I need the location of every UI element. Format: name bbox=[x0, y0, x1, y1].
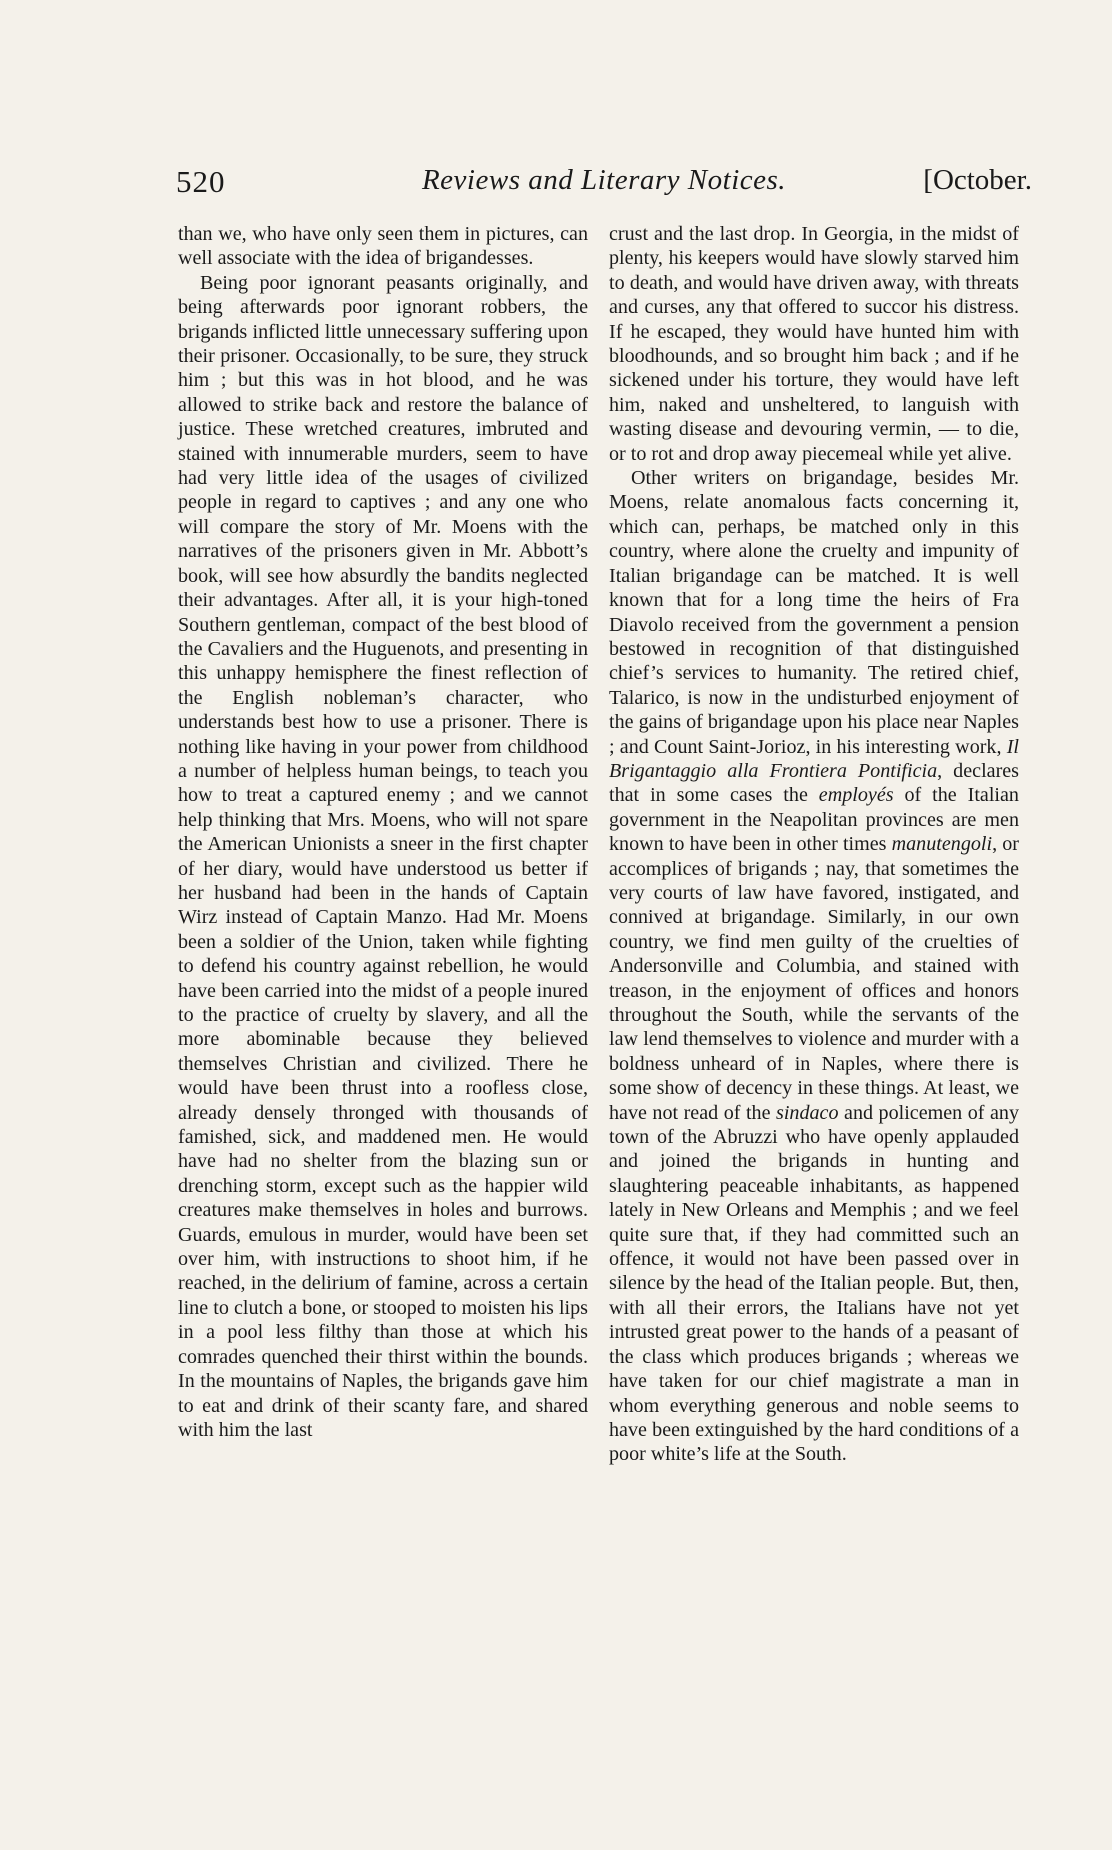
text-run: Other writers on brigandage, besides Mr. Moens, relate anomalous facts concerning it, which can, perhaps, be matched only in this country, where alone the cruelty and impunity of Italian brigandage can be matched. It is well known that for a long time the heirs of Fra Diavolo received from the government a pension bestowed in recognition of that distinguished chief’s services to humanity. The retired chief, Talarico, is now in the undisturbed enjoyment of the gains of brigandage upon his place near Naples ; and Count Saint-Jorioz, in his interesting work, bbox=[609, 467, 1019, 758]
text-run: of the Italian government in the Neapolitan provinces are men known to have been in other times bbox=[609, 784, 1019, 856]
journal-title: Reviews and Literary Notices. bbox=[421, 164, 787, 196]
italic-work-title: Il Brigantaggio alla Frontiera Pontificia bbox=[609, 735, 1019, 782]
page-number: 520 bbox=[176, 164, 226, 199]
running-head bbox=[176, 164, 1032, 204]
right-column bbox=[609, 222, 1019, 1467]
italic-term: employés bbox=[818, 784, 894, 807]
issue-month: [October. bbox=[923, 164, 1032, 196]
paragraph: crust and the last drop. In Georgia, in the midst of plenty, his keepers would have slowly starved him to death, and would have driven away, with threats and curses, any that offered to succor his distress. If he escaped, they would have hunted him with bloodhounds, and so brought him back ; and if he sickened under his torture, they would have left him, naked and unsheltered, to languish with wasting disease and devouring vermin, — to die, or to rot and drop away piecemeal while yet alive. bbox=[609, 223, 1019, 465]
text-run: , or accomplices of brigands ; nay, that sometimes the very courts of law have favored, instigated, and connived at brigandage. Similarly, in our own country, we find men guilty of the cruelties of Andersonville and Columbia, and stained with treason, in the enjoyment of offices and honors throughout the South, while the servants of the law lend themselves to violence and murder with a boldness unheard of in Naples, where there is some show of decency in these things. At least, we have not read of the bbox=[609, 833, 1019, 1124]
left-column bbox=[178, 222, 588, 1442]
italic-term: manutengoli bbox=[891, 833, 993, 856]
paragraph: than we, who have only seen them in pictures, can well associate with the idea of brigandesses. bbox=[178, 223, 588, 270]
italic-term: sindaco bbox=[776, 1101, 839, 1124]
paragraph: Being poor ignorant peasants originally, and being afterwards poor ignorant robbers, the brigands inflicted little unnecessary suffering upon their prisoner. Occasionally, to be sure, they struck him ; but this was in hot blood, and he was allowed to strike back and restore the balance of justice. These wretched creatures, imbruted and stained with innumerable murders, seem to have had very little idea of the usages of civilized people in regard to captives ; and any one who will compare the story of Mr. Moens with the narratives of the prisoners given in Mr. Abbott’s book, will see how absurdly the bandits neglected their advantages. After all, it is your high-toned Southern gentleman, compact of the best blood of the Cavaliers and the Huguenots, and presenting in this unhappy hemisphere the finest reflection of the English nobleman’s character, who understands best how to use a prisoner. There is nothing like having in your power from childhood a number of helpless human beings, to teach you how to treat a captured enemy ; and we cannot help thinking that Mrs. Moens, who will not spare the American Unionists a sneer in the first chapter of her diary, would have understood us better if her husband had been in the hands of Captain Wirz instead of Captain Manzo. Had Mr. Moens been a soldier of the Union, taken while fighting to defend his country against rebellion, he would have been carried into the midst of a people inured to the practice of cruelty by slavery, and all the more abominable because they believed themselves Christian and civilized. There he would have been thrust into a roofless close, already densely thronged with thousands of famished, sick, and maddened men. He would have had no shelter from the blazing sun or drenching storm, except such as the happier wild creatures make themselves in holes and burrows. Guards, emulous in murder, would have been set over him, with instructions to shoot him, if he reached, in the delirium of famine, across a certain line to clutch a bone, or stooped to moisten his lips in a pool less filthy than those at which his comrades quenched their thirst within the bounds. In the mountains of Naples, the brigands gave him to eat and drink of their scanty fare, and shared with him the last bbox=[178, 271, 588, 1441]
text-run: , declares that in some cases the bbox=[609, 759, 1019, 807]
paragraph bbox=[609, 466, 1019, 1467]
text-run: and policemen of any town of the Abruzzi who have openly applauded and joined the brigands in hunting and slaughtering peaceable inhabitants, as happened lately in New Orleans and Memphis ; and we feel quite sure that, if they had committed such an offence, it would not have been passed over in silence by the head of the Italian people. But, then, with all their errors, the Italians have not yet intrusted great power to the hands of a peasant of the class which produces brigands ; whereas we have taken for our chief magistrate a man in whom everything generous and noble seems to have been extinguished by the hard conditions of a poor white’s life at the South. bbox=[609, 1101, 1019, 1466]
